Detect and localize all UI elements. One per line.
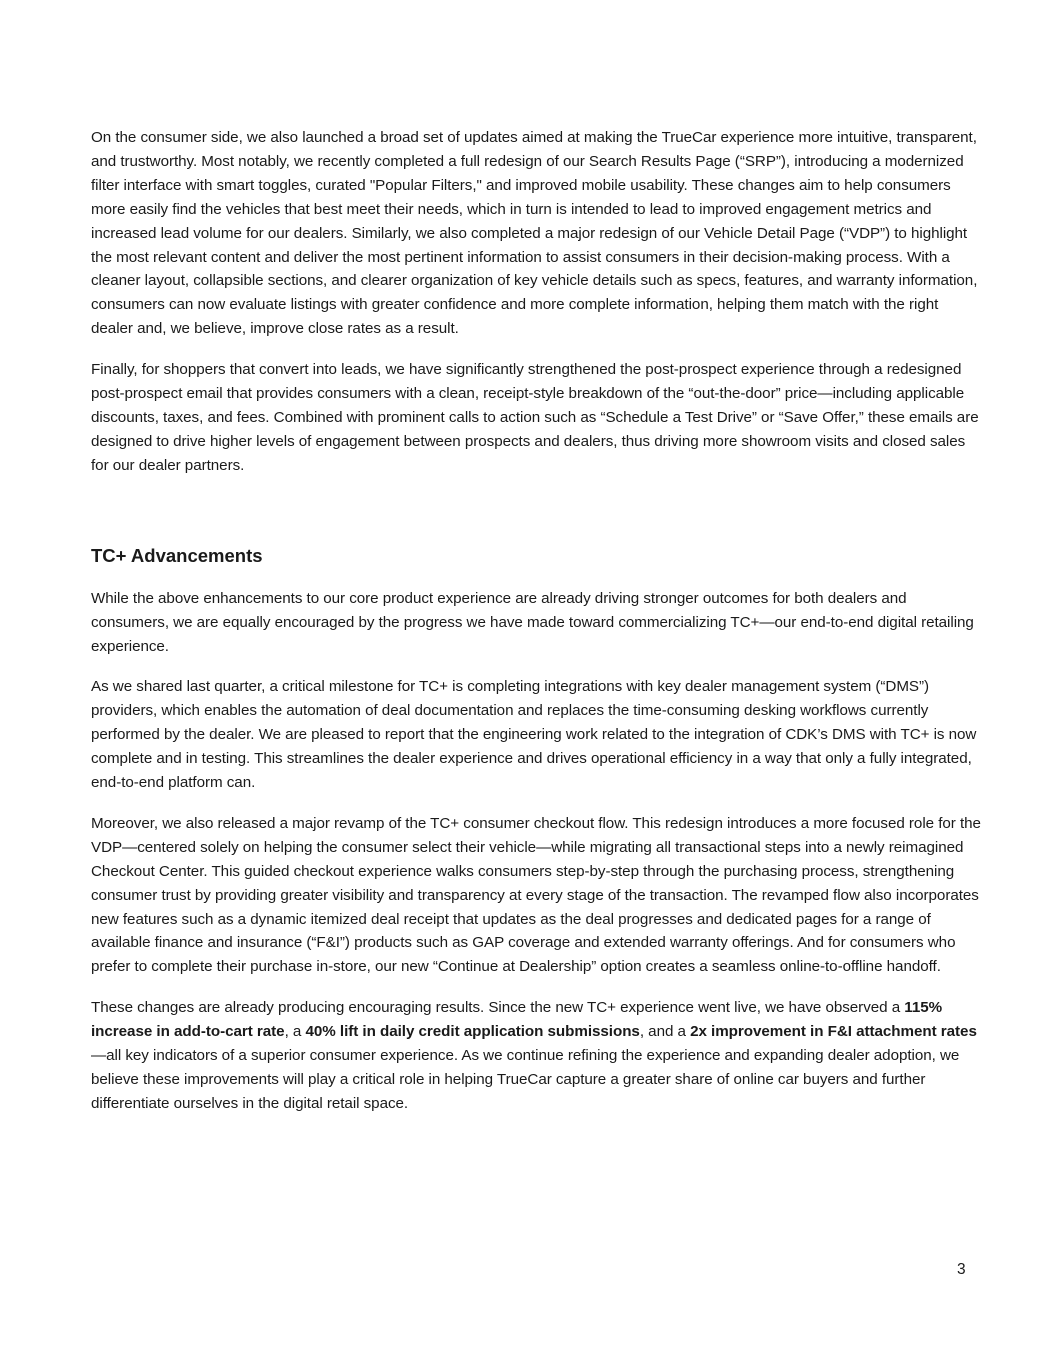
results-text-3: , and a <box>639 1023 691 1041</box>
section-heading: TC+ Advancements <box>91 544 263 566</box>
paragraph-checkout-flow: Moreover, we also released a major revamp of the TC+ consumer checkout flow. This redesign introduces a more focused role for the VDP—centered solely on helping the consumer select their vehicle—while migrating all transactional steps into a newly reimagined Checkout Center. This guided checkout experience walks consumers step-by-step through the purchasing process, strengthening consumer trust by providing greater visibility and transparency at every stage of the transaction. The revamped flow also incorporates new features such as a dynamic itemized deal receipt that updates as the deal progresses and dedicated pages for a range of available finance and insurance (“F&I”) products such as GAP coverage and extended warranty offerings. And for consumers who prefer to complete their purchase in-store, our new “Continue at Dealership” option creates a seamless online-to-offline handoff. <box>91 814 981 976</box>
paragraph-tc-intro: While the above enhancements to our core product experience are already driving stronger outcomes for both dealers and consumers, we are equally encouraged by the progress we have made toward commercializing TC+—our end-to-end digital retailing experience. <box>91 589 974 655</box>
page-number: 3 <box>957 1261 966 1278</box>
results-text-4: —all key indicators of a superior consumer experience. As we continue refining the experience and expanding dealer adoption, we believe these improvements will play a critical role in helping TrueCar capture a greater share of online car buyers and further differentiate ourselves in the digital retail space. <box>91 1047 960 1112</box>
results-text-2: , a <box>284 1023 306 1041</box>
document-body <box>91 126 981 1116</box>
paragraph-consumer-updates: On the consumer side, we also launched a broad set of updates aimed at making the TrueCar experience more intuitive, transparent, and trustworthy. Most notably, we recently completed a full redesign of our Search Results Page (“SRP”), introducing a modernized filter interface with smart toggles, curated "Popular Filters," and improved mobile usability. These changes aim to help consumers more easily find the vehicles that best meet their needs, which in turn is intended to lead to improved engagement metrics and increased lead volume for our dealers. Similarly, we also completed a major redesign of our Vehicle Detail Page (“VDP”) to highlight the most relevant content and deliver the most pertinent information to assist consumers in their decision-making process. With a cleaner layout, collapsible sections, and clearer organization of key vehicle details such as specs, features, and warranty information, consumers can now evaluate listings with greater confidence and more complete information, helping them match with the right dealer and, we believe, improve close rates as a result. <box>91 129 978 338</box>
metric-fi-attachment: 2x improvement in F&I attachment rates <box>690 1023 977 1041</box>
metric-credit-applications: 40% lift in daily credit application submissions <box>305 1023 640 1041</box>
paragraph-results <box>91 996 981 1116</box>
metric-add-to-cart: 115% increase in add-to-cart rate <box>91 999 943 1041</box>
paragraph-post-prospect: Finally, for shoppers that convert into leads, we have significantly strengthened the post-prospect experience through a redesigned post-prospect email that provides consumers with a clean, receipt-style breakdown of the “out-the-door” price—including applicable discounts, taxes, and fees. Combined with prominent calls to action such as “Schedule a Test Drive” or “Save Offer,” these emails are designed to drive higher levels of engagement between prospects and dealers, thus driving more showroom visits and closed sales for our dealer partners. <box>91 361 979 474</box>
results-text-1: These changes are already producing encouraging results. Since the new TC+ experience went live, we have observed a <box>91 999 905 1017</box>
paragraph-dms-integration: As we shared last quarter, a critical milestone for TC+ is completing integrations with key dealer management system (“DMS”) providers, which enables the automation of deal documentation and replaces the time-consuming desking workflows currently performed by the dealer. We are pleased to report that the engineering work related to the integration of CDK’s DMS with TC+ is now complete and in testing. This streamlines the dealer experience and drives operational efficiency in a way that only a fully integrated, end-to-end platform can. <box>91 678 977 792</box>
